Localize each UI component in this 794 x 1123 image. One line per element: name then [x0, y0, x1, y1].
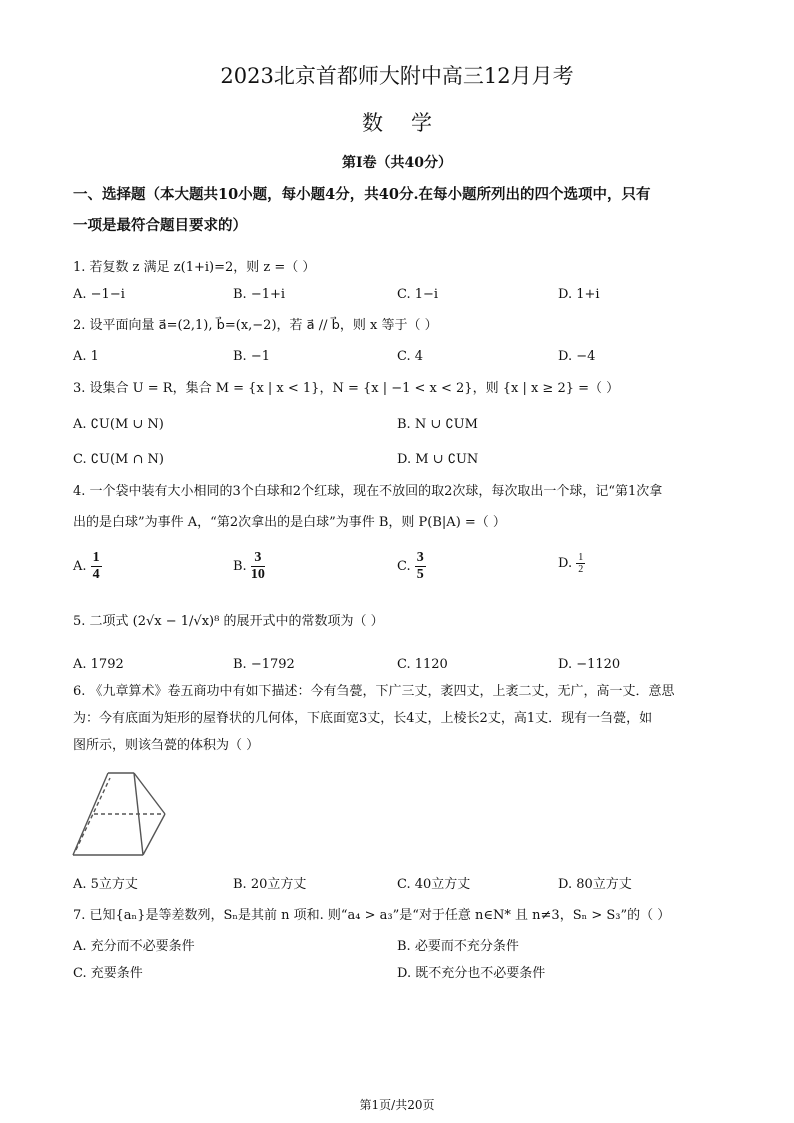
question-5-option-d: D. −1120 — [558, 657, 621, 672]
question-6-option-b: B. 20立方丈 — [233, 877, 307, 892]
question-1-option-c: C. 1−i — [397, 287, 439, 302]
question-3-option-d: D. M ∪ ∁UN — [397, 452, 479, 467]
denominator: 2 — [578, 564, 584, 575]
page-footer: 第1页/共20页 — [359, 1098, 435, 1112]
question-7-option-b: B. 必要而不充分条件 — [397, 939, 519, 954]
question-2-option-c: C. 4 — [397, 349, 424, 364]
question-2-option-d: D. −4 — [558, 349, 596, 364]
question-4-stem-line1: 4. 一个袋中装有大小相同的3个白球和2个红球，现在不放回的取2次球，每次取出一个球，记“第1次拿 — [73, 484, 663, 499]
section-instructions-line2: 一项是最符合题目要求的） — [73, 217, 247, 234]
numerator: 1 — [92, 550, 100, 565]
question-6-option-c: C. 40立方丈 — [397, 877, 471, 892]
option-prefix: D. — [558, 556, 573, 571]
question-1-option-b: B. −1+i — [233, 287, 286, 302]
option-prefix: A. — [73, 559, 87, 574]
question-6-stem-line2: 为：今有底面为矩形的屋脊状的几何体，下底面宽3丈，长4丈，上棱长2丈，高1丈．现有一刍甍，如 — [73, 711, 653, 726]
figure-edge — [134, 773, 165, 814]
section-instructions-line1: 一、选择题（本大题共10小题，每小题4分，共40分.在每小题所列出的四个选项中，只有 — [73, 186, 651, 203]
question-5-option-c: C. 1120 — [397, 657, 448, 672]
numerator: 1 — [578, 552, 584, 563]
part-heading: 第I卷（共40分） — [341, 155, 453, 171]
denominator: 10 — [250, 567, 265, 582]
question-6-option-d: D. 80立方丈 — [558, 877, 632, 892]
question-2-option-b: B. −1 — [233, 349, 270, 364]
question-3-option-b: B. N ∪ ∁UM — [397, 417, 478, 432]
option-prefix: B. — [233, 559, 247, 574]
question-7-option-a: A. 充分而不必要条件 — [73, 939, 195, 954]
question-7-option-c: C. 充要条件 — [73, 966, 143, 981]
question-1-option-a: A. −1−i — [73, 287, 125, 302]
question-3-option-a: A. ∁U(M ∪ N) — [73, 417, 164, 432]
question-7-option-d: D. 既不充分也不必要条件 — [397, 966, 546, 981]
exam-title: 2023北京首都师大附中高三12月月考 — [220, 64, 574, 88]
question-6-stem-line3: 图所示，则该刍甍的体积为（ ） — [73, 738, 260, 753]
question-3-stem: 3. 设集合 U = R，集合 M = {x | x < 1}，N = {x | −1 < x < 2}，则 {x | x ≥ 2} =（ ） — [73, 381, 620, 396]
subject-title: 数学 — [362, 111, 460, 135]
question-5-option-a: A. 1792 — [73, 657, 124, 672]
question-6-option-a: A. 5立方丈 — [73, 877, 138, 892]
figure-edge — [143, 814, 165, 855]
question-3-option-c: C. ∁U(M ∩ N) — [73, 452, 164, 467]
numerator: 3 — [416, 550, 424, 565]
question-5-stem: 5. 二项式 (2√x − 1/√x)⁸ 的展开式中的常数项为（ ） — [73, 614, 384, 629]
option-prefix: C. — [397, 559, 411, 574]
question-1-stem: 1. 若复数 z 满足 z(1+i)=2，则 z =（ ） — [73, 260, 316, 275]
question-6-stem-line1: 6. 《九章算术》卷五商功中有如下描述：今有刍甍，下广三丈，袤四丈，上袤二丈，无广，高一丈．意思 — [73, 684, 675, 699]
question-4-stem-line2: 出的是白球”为事件 A，“第2次拿出的是白球”为事件 B，则 P(B|A) =（ ） — [73, 515, 506, 530]
question-2-option-a: A. 1 — [73, 349, 99, 364]
question-1-option-d: D. 1+i — [558, 287, 600, 302]
question-5-option-b: B. −1792 — [233, 657, 295, 672]
numerator: 3 — [251, 550, 265, 567]
denominator: 4 — [92, 567, 100, 582]
question-7-stem: 7. 已知{aₙ}是等差数列，Sₙ是其前 n 项和. 则“a₄ > a₃”是“对于任意 n∈N* 且 n≠3，Sₙ > S₃”的（ ） — [73, 908, 671, 923]
denominator: 5 — [416, 567, 424, 582]
question-2-stem: 2. 设平面向量 a⃗=(2,1), b⃗=(x,−2)，若 a⃗ // b⃗，则 x 等于（ ） — [73, 318, 438, 333]
